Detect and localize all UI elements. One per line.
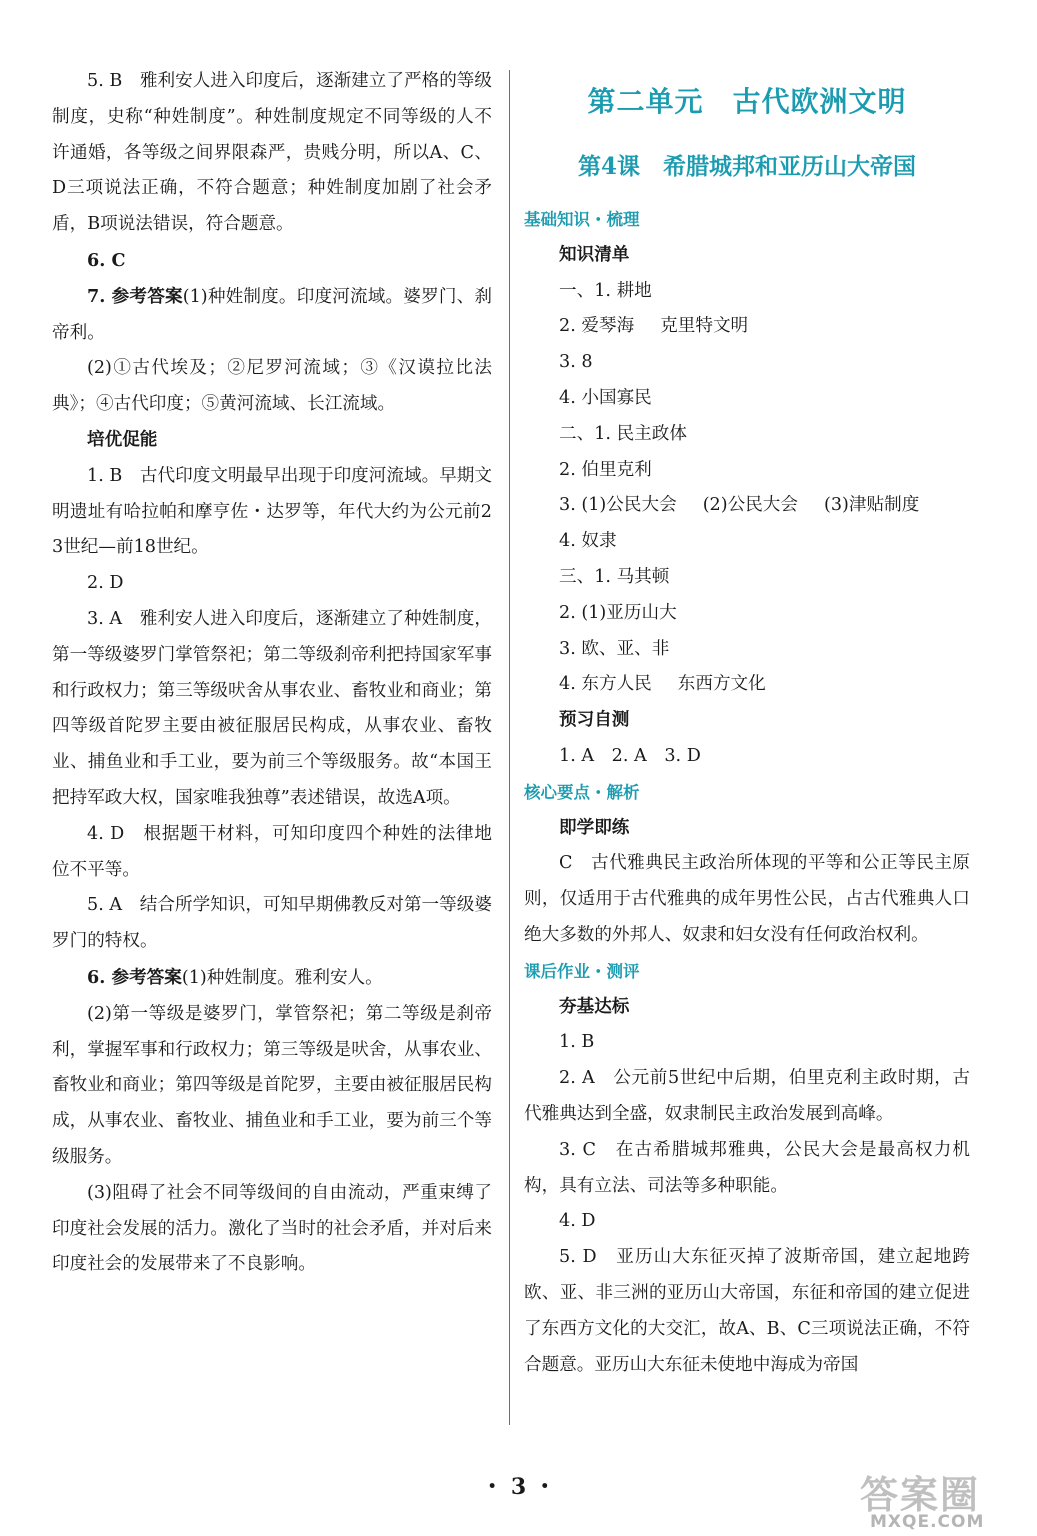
subsection-jixue-jilian: 即学即练 (559, 817, 630, 838)
section-jichu-zhishi: 基础知识・梳理 (524, 210, 640, 229)
peiyou-answer-1: 1. B 古代印度文明最早出现于印度河流域。早期文明遗址有哈拉帕和摩亨佐・达罗等，年代大约为公元前23世纪—前18世纪。 (52, 465, 492, 558)
preview-answers: 1. A 2. A 3. D (559, 745, 701, 766)
answer-5b: 5. B 雅利安人进入印度后，逐渐建立了严格的等级制度，史称“种姓制度”。种姓制度规定不同等级的人不许通婚，各等级之间界限森严，贵贱分明，所以A、C、D三项说法正确，不符合题意；种姓制度加剧了社会矛盾，B项说法错误，符合题意。 (52, 71, 492, 235)
peiyou-answer-6-text: (1)种姓制度。雅利安人。 (181, 967, 383, 988)
knowledge-item: 2. (1)亚历山大 (559, 602, 677, 623)
answer-7 (52, 279, 492, 352)
homework-answer-1: 1. B (559, 1032, 595, 1053)
subsection-zhishi-qingdan: 知识清单 (559, 244, 630, 265)
peiyou-answer-2: 2. D (87, 573, 124, 594)
subsection-yuxi-zice: 预习自测 (559, 710, 630, 731)
homework-answer-3: 3. C 在古希腊城邦雅典，公民大会是最高权力机构，具有立法、司法等多种职能。 (524, 1139, 970, 1196)
answer-7-label: 7. 参考答案 (87, 285, 183, 307)
section-hexin-yaodian: 核心要点・解析 (524, 782, 640, 802)
knowledge-item (524, 667, 970, 703)
subsection-hangji-dabiao: 夯基达标 (559, 996, 630, 1017)
watermark-main: 答案圈 (860, 1473, 981, 1517)
knowledge-item (524, 309, 970, 345)
knowledge-item: 2. 伯里克利 (559, 459, 652, 480)
left-column (52, 64, 492, 1283)
answer-7-text: (1)种姓制度。印度河流域。婆罗门、刹帝利。 (52, 286, 492, 343)
knowledge-item: 二、1. 民主政体 (559, 423, 687, 444)
peiyou-answer-3: 3. A 雅利安人进入印度后，逐渐建立了种姓制度，第一等级婆罗门掌管祭祀；第二等级刹帝利把持国家军事和行政权力；第三等级吠舍从事农业、畜牧业和商业；第四等级首陀罗主要由被征服居民构成，从事农业、畜牧业、捕鱼业和手工业，要为前三个等级服务。故“本国王把持军政大权，国家唯我独尊”表述错误，故选A项。 (52, 608, 492, 808)
homework-answer-4: 4. D (559, 1211, 596, 1232)
section-peiyou-cuneng: 培优促能 (87, 429, 158, 450)
homework-answer-5: 5. D 亚历山大东征灭掉了波斯帝国，建立起地跨欧、亚、非三洲的亚历山大帝国，东征和帝国的建立促进了东西方文化的大交汇，故A、B、C三项说法正确，不符合题意。亚历山大东征未使地中海成为帝国 (524, 1247, 970, 1375)
right-column (524, 64, 970, 1383)
knowledge-item-part: (2)公民大会 (702, 495, 798, 516)
watermark-url: MXQE.COM (870, 1512, 985, 1532)
watermark-logo (860, 1475, 1030, 1533)
practice-answer: C 古代雅典民主政治所体现的平等和公正等民主原则，仅适用于古代雅典的成年男性公民，占古代雅典人口绝大多数的外邦人、奴隶和妇女没有任何政治权利。 (524, 853, 970, 945)
knowledge-item: 4. 小国寡民 (559, 387, 652, 408)
knowledge-item-part: 东西方文化 (677, 674, 766, 695)
answer-6c: 6. C (87, 249, 126, 271)
peiyou-answer-6 (52, 960, 492, 997)
answer-7-part2: (2)①古代埃及；②尼罗河流域；③《汉谟拉比法典》；④古代印度；⑤黄河流域、长江流域。 (52, 358, 492, 415)
column-divider (509, 70, 510, 1425)
peiyou-answer-5: 5. A 结合所学知识，可知早期佛教反对第一等级婆罗门的特权。 (52, 895, 492, 952)
knowledge-item: 一、1. 耕地 (559, 280, 652, 301)
knowledge-item: 4. 奴隶 (559, 531, 617, 552)
knowledge-item (524, 488, 970, 524)
peiyou-answer-6-part2: (2)第一等级是婆罗门，掌管祭祀；第二等级是刹帝利，掌握军事和行政权力；第三等级是吠舍，从事农业、畜牧业和商业；第四等级是首陀罗，主要由被征服居民构成，从事农业、畜牧业、捕鱼业和手工业，要为前三个等级服务。 (52, 1003, 492, 1167)
knowledge-item: 三、1. 马其顿 (559, 566, 670, 587)
knowledge-item: 3. 欧、亚、非 (559, 638, 670, 659)
homework-answer-2: 2. A 公元前5世纪中后期，伯里克利主政时期，古代雅典达到全盛，奴隶制民主政治发展到高峰。 (524, 1068, 970, 1124)
peiyou-answer-6-label: 6. 参考答案 (87, 966, 182, 988)
knowledge-item-part: (3)津贴制度 (824, 495, 920, 516)
peiyou-answer-4: 4. D 根据题干材料，可知印度四个种姓的法律地位不平等。 (52, 823, 492, 880)
knowledge-item-part: 克里特文明 (660, 316, 749, 337)
knowledge-item-part: 2. 爱琴海 (559, 316, 635, 337)
knowledge-item-part: 3. (1)公民大会 (559, 495, 677, 516)
knowledge-item-part: 4. 东方人民 (559, 674, 652, 695)
section-kehou-zuoye: 课后作业・测评 (524, 961, 640, 981)
peiyou-answer-6-part3: (3)阻碍了社会不同等级间的自由流动，严重束缚了印度社会发展的活力。激化了当时的社会矛盾，并对后来印度社会的发展带来了不良影响。 (52, 1182, 492, 1275)
knowledge-item: 3. 8 (559, 352, 593, 373)
lesson-title: 第4课 希腊城邦和亚历山大帝国 (577, 153, 916, 180)
unit-title: 第二单元 古代欧洲文明 (587, 85, 907, 118)
page-number: ・ 3 ・ (481, 1474, 556, 1500)
